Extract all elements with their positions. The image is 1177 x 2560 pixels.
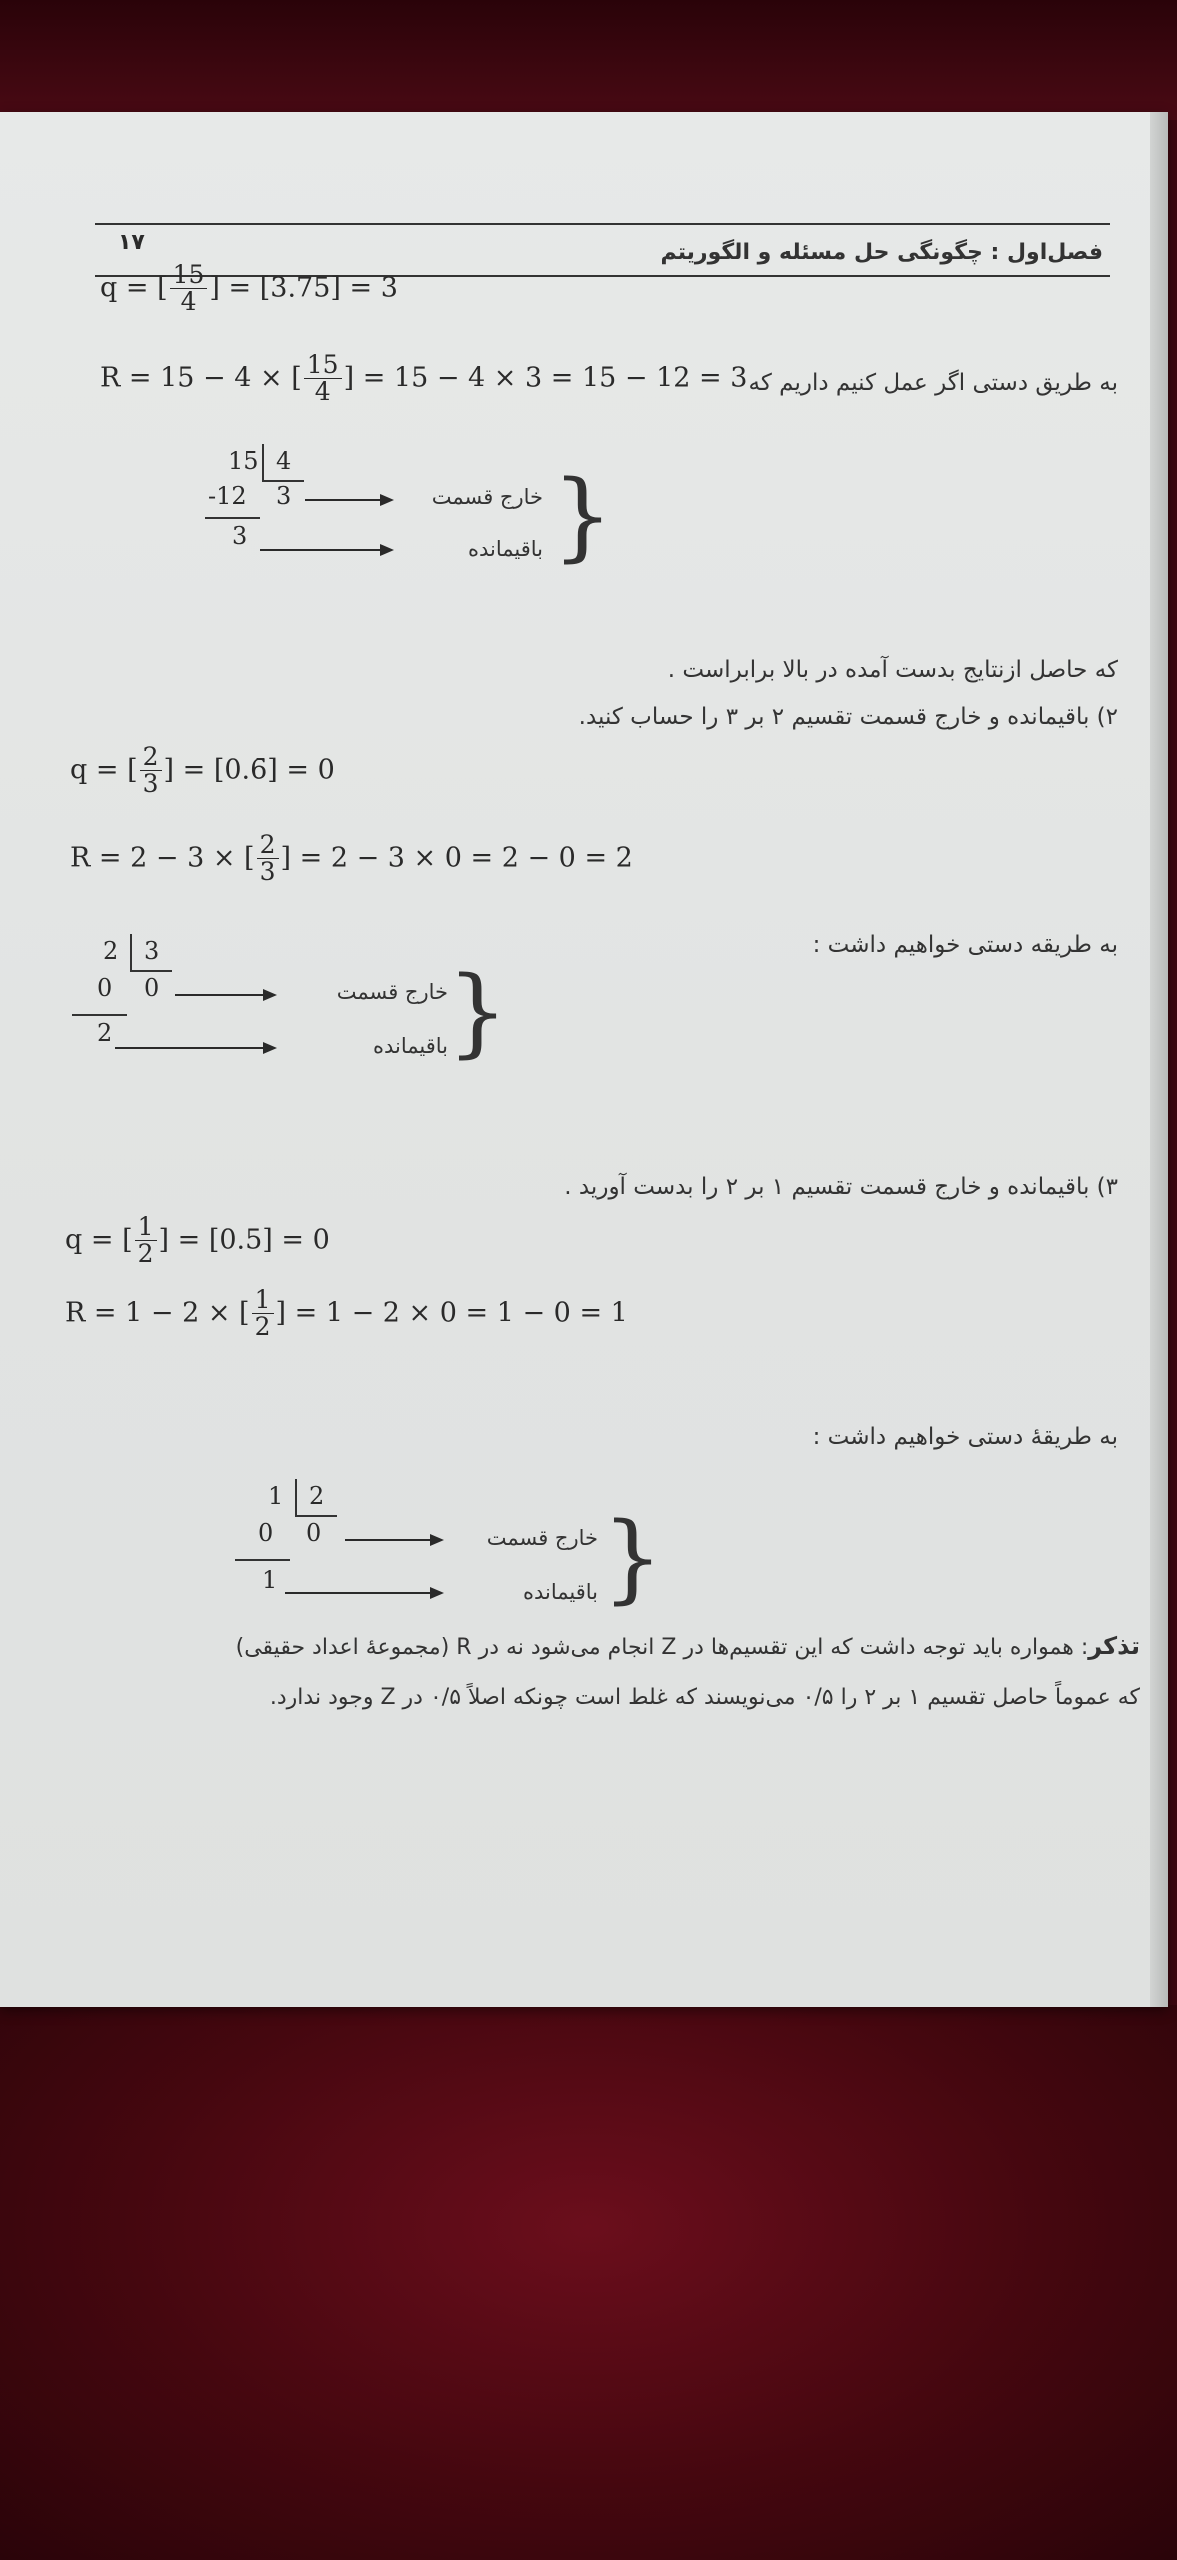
- ex3-quotient-arrow: [345, 1539, 430, 1541]
- ex1-subtract: -12: [208, 482, 247, 510]
- ex2-remainder-arrow: [115, 1047, 263, 1049]
- ex1-dividend: 15: [228, 447, 259, 475]
- ex3-quotient-arrowhead: [430, 1534, 444, 1546]
- ex1-brace: }: [552, 460, 614, 572]
- ex3-prompt: ۳) باقیمانده و خارج قسمت تقسیم ۱ بر ۲ را بدست آورید .: [564, 1174, 1118, 1200]
- ex1-remainder-arrowhead: [380, 544, 394, 556]
- ex3-subtract: 0: [258, 1519, 274, 1547]
- ex2-quotient-arrowhead: [263, 989, 277, 1001]
- ex3-label-quotient: خارج قسمت: [486, 1526, 598, 1550]
- ex1-label-remainder: باقیمانده: [467, 537, 543, 561]
- ex3-remainder-arrow: [285, 1592, 430, 1594]
- ex2-label-quotient: خارج قسمت: [336, 980, 448, 1004]
- ex2-divisor: 3: [144, 937, 160, 965]
- ex3-subtract-line: [235, 1559, 290, 1561]
- ex2-subtract: 0: [97, 974, 113, 1002]
- ex1-divisor: 4: [276, 447, 292, 475]
- ex2-quotient: 0: [144, 974, 160, 1002]
- ex1-quotient: 3: [276, 482, 292, 510]
- ex1-intro: به طریق دستی اگر عمل کنیم داریم که: [748, 370, 1118, 396]
- ex1-quotient-arrowhead: [380, 494, 394, 506]
- ex2-division-bar: [130, 934, 132, 972]
- chapter-title: فصل‌اول : چگونگی حل مسئله و الگوریتم: [660, 240, 1103, 265]
- ex3-q-equation: q = [ $\frac{1}{2}$ ] = [0.5] = 0: [65, 1212, 330, 1269]
- ex3-quotient: 0: [306, 1519, 322, 1547]
- note-line-2: که عموماً حاصل تقسیم ۱ بر ۲ را ۰/۵ می‌نویسند که غلط است چونکه اصلاً ۰/۵ در Z وجود ندارد.: [269, 1685, 1140, 1710]
- ex2-label-remainder: باقیمانده: [372, 1034, 448, 1058]
- ex1-r-equation: R = 15 − 4 × [ $\frac{15}{4}$ ] = 15 − 4 × 3 = 15 − 12 = 3: [100, 350, 748, 407]
- ex2-q-equation: q = [ $\frac{2}{3}$ ] = [0.6̄] = 0: [70, 742, 335, 799]
- background-top: [0, 0, 1177, 120]
- book-page: [0, 112, 1168, 2007]
- ex3-intro: به طریقهٔ دستی خواهیم داشت :: [812, 1424, 1118, 1450]
- page-edge: [1150, 112, 1168, 2007]
- ex3-division-bar: [295, 1479, 297, 1517]
- ex2-brace: }: [447, 956, 509, 1068]
- ex2-subtract-line: [72, 1014, 127, 1016]
- page-number: ۱۷: [118, 230, 145, 255]
- ex2-prompt: ۲) باقیمانده و خارج قسمت تقسیم ۲ بر ۳ را حساب کنید.: [578, 704, 1118, 730]
- background-bottom: [0, 2005, 1177, 2560]
- note-line-1: تذکر: همواره باید توجه داشت که این تقسیم‌ها در Z انجام می‌شود نه در R (مجموعهٔ اعداد حقیقی): [235, 1632, 1140, 1660]
- ex1-remainder: 3: [232, 522, 248, 550]
- ex2-r-equation: R = 2 − 3 × [ $\frac{2}{3}$ ] = 2 − 3 × 0 = 2 − 0 = 2: [70, 830, 633, 887]
- ex3-brace: }: [602, 1502, 664, 1614]
- ex1-quotient-arrow: [305, 499, 380, 501]
- conclusion1: که حاصل ازنتایج بدست آمده در بالا برابراست .: [667, 657, 1118, 683]
- ex3-r-equation: R = 1 − 2 × [ $\frac{1}{2}$ ] = 1 − 2 × 0 = 1 − 0 = 1: [65, 1285, 628, 1342]
- header-rule-top: [95, 223, 1110, 225]
- ex1-division-bar: [262, 444, 264, 482]
- ex3-remainder: 1: [262, 1566, 278, 1594]
- ex3-dividend: 1: [268, 1482, 284, 1510]
- ex2-dividend: 2: [103, 937, 119, 965]
- ex3-division-line: [295, 1515, 337, 1517]
- ex2-remainder: 2: [97, 1019, 113, 1047]
- ex1-q-equation: q = [ $\frac{15}{4}$ ] = [3.75] = 3: [100, 260, 398, 317]
- ex3-remainder-arrowhead: [430, 1587, 444, 1599]
- ex3-label-remainder: باقیمانده: [522, 1580, 598, 1604]
- ex1-remainder-arrow: [260, 549, 380, 551]
- ex2-division-line: [130, 970, 172, 972]
- ex1-label-quotient: خارج قسمت: [431, 485, 543, 509]
- note-label: تذکر: [1088, 1632, 1140, 1660]
- ex2-quotient-arrow: [175, 994, 263, 996]
- ex1-subtract-line: [205, 517, 260, 519]
- ex2-intro: به طریقه دستی خواهیم داشت :: [812, 932, 1118, 958]
- ex3-divisor: 2: [309, 1482, 325, 1510]
- ex2-remainder-arrowhead: [263, 1042, 277, 1054]
